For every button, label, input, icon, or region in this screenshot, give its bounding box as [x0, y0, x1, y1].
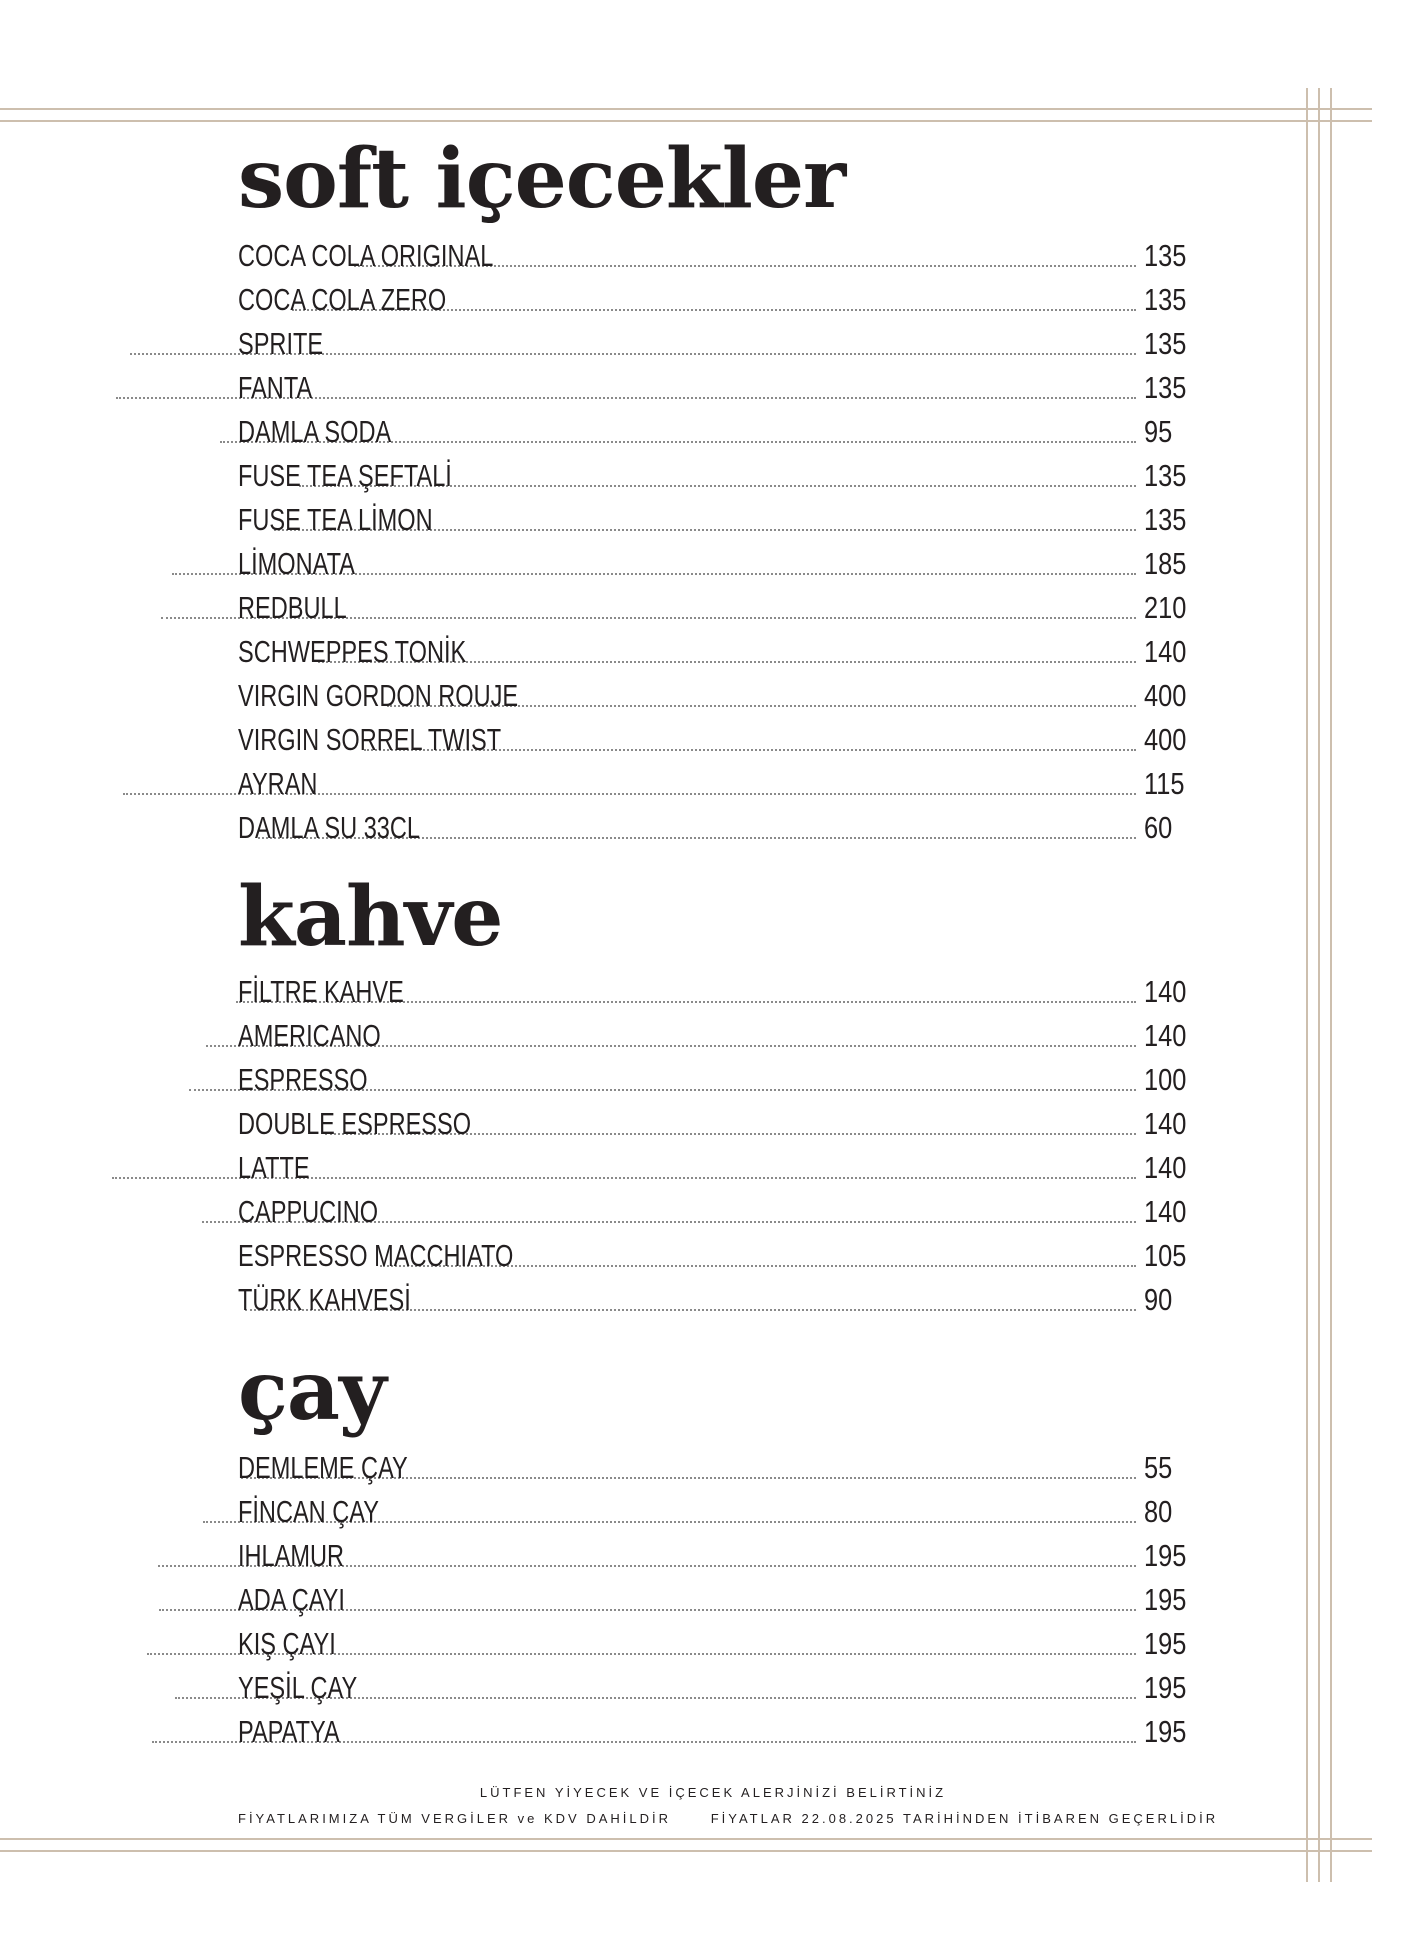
section-title: çay	[238, 1343, 386, 1439]
frame-top-line-1	[0, 108, 1372, 110]
item-price: 195	[1144, 1714, 1187, 1749]
menu-item	[238, 1486, 1188, 1530]
item-price: 135	[1144, 238, 1187, 273]
item-price: 195	[1144, 1582, 1187, 1617]
item-name: SCHWEPPES TONİK	[238, 634, 467, 669]
menu-item	[238, 1274, 1188, 1318]
item-name: SPRITE	[238, 326, 324, 361]
menu-item	[238, 1010, 1188, 1054]
item-name: IHLAMUR	[238, 1538, 345, 1573]
item-name: CAPPUCINO	[238, 1194, 379, 1229]
item-name: ADA ÇAYI	[238, 1582, 345, 1617]
item-price: 135	[1144, 502, 1187, 537]
item-price: 195	[1144, 1670, 1187, 1705]
item-price: 400	[1144, 678, 1187, 713]
item-price: 115	[1144, 766, 1185, 801]
menu-item	[238, 494, 1188, 538]
footer-gap	[678, 1811, 704, 1826]
section-soft-drinks	[238, 131, 1188, 846]
menu-item	[238, 758, 1188, 802]
item-name: COCA COLA ZERO	[238, 282, 447, 317]
item-price: 400	[1144, 722, 1187, 757]
menu-item	[238, 714, 1188, 758]
item-name: FANTA	[238, 370, 313, 405]
menu-item	[238, 670, 1188, 714]
item-name: YEŞİL ÇAY	[238, 1670, 358, 1705]
menu-item	[238, 1186, 1188, 1230]
item-name: REDBULL	[238, 590, 347, 625]
item-price: 195	[1144, 1538, 1187, 1573]
item-name: ESPRESSO	[238, 1062, 368, 1097]
item-name: FİNCAN ÇAY	[238, 1494, 379, 1529]
item-price: 105	[1144, 1238, 1187, 1273]
frame-bottom-line-2	[0, 1850, 1372, 1852]
item-name: AYRAN	[238, 766, 318, 801]
item-name: PAPATYA	[238, 1714, 340, 1749]
menu-item	[238, 1662, 1188, 1706]
item-price: 210	[1144, 590, 1187, 625]
item-name: DAMLA SU 33CL	[238, 810, 421, 845]
item-name: LATTE	[238, 1150, 310, 1185]
menu-item	[238, 1574, 1188, 1618]
item-name: ESPRESSO MACCHIATO	[238, 1238, 514, 1273]
item-list	[238, 1442, 1188, 1750]
frame-right-line-3	[1330, 88, 1332, 1882]
item-list	[238, 966, 1188, 1318]
menu-item	[238, 1054, 1188, 1098]
menu-item	[238, 1142, 1188, 1186]
tax-note: FİYATLARIMIZA TÜM VERGİLER ve KDV DAHİLDİR	[238, 1811, 672, 1826]
menu-item	[238, 274, 1188, 318]
menu-item	[238, 318, 1188, 362]
item-price: 140	[1144, 1150, 1187, 1185]
item-name: DOUBLE ESPRESSO	[238, 1106, 472, 1141]
menu-item	[238, 966, 1188, 1010]
frame-right-line-1	[1306, 88, 1308, 1882]
menu-item	[238, 582, 1188, 626]
item-name: AMERICANO	[238, 1018, 381, 1053]
menu-item	[238, 1098, 1188, 1142]
menu-item	[238, 802, 1188, 846]
item-list	[238, 230, 1188, 846]
item-price: 135	[1144, 458, 1187, 493]
menu-item	[238, 362, 1188, 406]
frame-right-line-2	[1318, 88, 1320, 1882]
item-price: 80	[1144, 1494, 1173, 1529]
item-price: 95	[1144, 414, 1173, 449]
price-notes	[238, 1806, 1219, 1832]
item-price: 100	[1144, 1062, 1187, 1097]
item-price: 60	[1144, 810, 1173, 845]
section-title: soft içecekler	[238, 131, 846, 227]
item-price: 140	[1144, 974, 1187, 1009]
item-name: DAMLA SODA	[238, 414, 392, 449]
menu-item	[238, 1530, 1188, 1574]
menu-item	[238, 626, 1188, 670]
menu-item	[238, 1618, 1188, 1662]
menu-item	[238, 406, 1188, 450]
item-price: 140	[1144, 1194, 1187, 1229]
item-name: LİMONATA	[238, 546, 355, 581]
section-title: kahve	[238, 869, 503, 965]
menu-item	[238, 230, 1188, 274]
frame-bottom-line-1	[0, 1838, 1372, 1840]
menu-item	[238, 538, 1188, 582]
menu-item	[238, 1442, 1188, 1486]
item-name: FUSE TEA ŞEFTALİ	[238, 458, 452, 493]
item-name: FİLTRE KAHVE	[238, 974, 404, 1009]
item-price: 140	[1144, 634, 1187, 669]
item-name: FUSE TEA LİMON	[238, 502, 433, 537]
item-price: 185	[1144, 546, 1187, 581]
item-price: 135	[1144, 370, 1187, 405]
item-name: DEMLEME ÇAY	[238, 1450, 408, 1485]
item-price: 135	[1144, 282, 1187, 317]
item-name: TÜRK KAHVESİ	[238, 1282, 411, 1317]
item-price: 90	[1144, 1282, 1173, 1317]
menu-item	[238, 450, 1188, 494]
item-price: 140	[1144, 1106, 1187, 1141]
allergy-note: LÜTFEN YİYECEK VE İÇECEK ALERJİNİZİ BELİRTİNİZ	[479, 1785, 947, 1800]
item-name: KIŞ ÇAYI	[238, 1626, 336, 1661]
item-name: VIRGIN GORDON ROUJE	[238, 678, 519, 713]
item-price: 195	[1144, 1626, 1187, 1661]
frame-top-line-2	[0, 120, 1372, 122]
date-note: FİYATLAR 22.08.2025 TARİHİNDEN İTİBAREN GEÇERLİDİR	[710, 1811, 1219, 1826]
item-name: VIRGIN SORREL TWIST	[238, 722, 502, 757]
section-coffee	[238, 869, 1188, 1318]
footer-notes	[238, 1780, 1219, 1832]
item-name: COCA COLA ORIGINAL	[238, 238, 494, 273]
item-price: 135	[1144, 326, 1187, 361]
item-price: 140	[1144, 1018, 1187, 1053]
item-price: 55	[1144, 1450, 1173, 1485]
section-tea	[238, 1343, 1188, 1750]
menu-item	[238, 1706, 1188, 1750]
menu-item	[238, 1230, 1188, 1274]
